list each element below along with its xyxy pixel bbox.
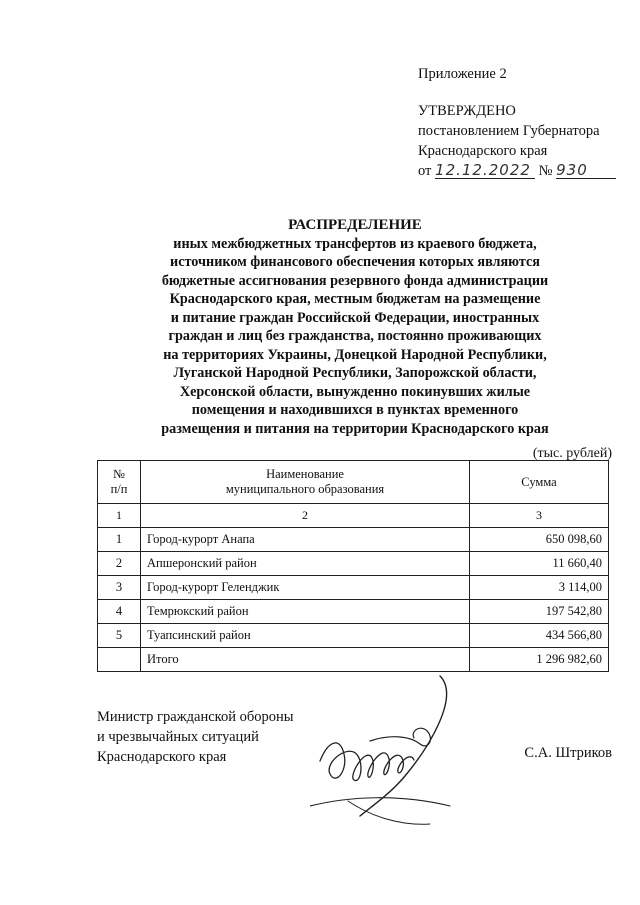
approval-date: 12.12.2022 [435, 162, 535, 179]
units-label: (тыс. рублей) [532, 446, 612, 461]
title-line: граждан и лиц без гражданства, постоянно проживающих [168, 328, 542, 344]
title-line: на территориях Украины, Донецкой Народной Республики, [163, 346, 547, 363]
position-line-1: Министр гражданской обороны [97, 709, 294, 725]
date-prefix: от [418, 163, 432, 179]
header-name-line-2: муниципального образования [225, 482, 385, 496]
appendix-label: Приложение 2 [418, 66, 507, 82]
row-name: Город-курорт Геленджик [141, 576, 470, 600]
header-sum: Сумма [470, 461, 609, 504]
signer-name: С.А. Штриков [524, 745, 612, 761]
column-index: 1 [98, 504, 141, 528]
title-line: Луганской Народной Республики, Запорожской области, [173, 365, 537, 381]
header-num-line-2: п/п [110, 482, 128, 496]
row-num: 2 [98, 552, 141, 576]
title-line: Херсонской области, вынужденно покинувших жилые [179, 383, 531, 400]
approval-line-1: постановлением Губернатора [418, 123, 600, 139]
row-sum: 11 660,40 [470, 552, 609, 576]
table-row [98, 600, 609, 624]
title-heading: РАСПРЕДЕЛЕНИЕ [288, 217, 422, 233]
position-line-3: Краснодарского края [97, 749, 227, 765]
distribution-table [97, 460, 609, 672]
approval-line-2: Краснодарского края [418, 143, 548, 159]
column-index: 3 [470, 504, 609, 528]
total-label: Итого [141, 648, 470, 672]
header-num [98, 461, 141, 504]
row-sum: 650 098,60 [470, 528, 609, 552]
title-line: Краснодарского края, местным бюджетам на размещение [169, 291, 541, 307]
row-sum: 197 542,80 [470, 600, 609, 624]
row-num: 3 [98, 576, 141, 600]
header-name [141, 461, 470, 504]
header-num-line-1: № [113, 467, 125, 481]
approval-number: 930 [556, 162, 616, 179]
column-index: 2 [141, 504, 470, 528]
row-name: Туапсинский район [141, 624, 470, 648]
table-row [98, 552, 609, 576]
table-header-row [98, 461, 609, 504]
title-line: размещения и питания на территории Краснодарского края [161, 420, 549, 437]
table-row [98, 624, 609, 648]
title-line: и питание граждан Российской Федерации, иностранных [170, 309, 540, 326]
row-num: 1 [98, 528, 141, 552]
header-name-line-1: Наименование [266, 467, 344, 481]
row-sum: 434 566,80 [470, 624, 609, 648]
row-sum: 3 114,00 [470, 576, 609, 600]
table-row [98, 576, 609, 600]
row-name: Темрюкский район [141, 600, 470, 624]
position-line-2: и чрезвычайных ситуаций [97, 729, 259, 745]
row-num: 5 [98, 624, 141, 648]
title-line: помещения и находившихся в пунктах временного [191, 402, 519, 418]
approval-block [418, 64, 616, 181]
table-row [98, 528, 609, 552]
handwritten-signature [310, 666, 480, 836]
document-title [100, 216, 610, 438]
signer-position [97, 707, 293, 767]
title-line: иных межбюджетных трансфертов из краевого бюджета, [173, 235, 537, 252]
total-sum: 1 296 982,60 [470, 648, 609, 672]
number-sign: № [538, 163, 553, 179]
row-name: Город-курорт Анапа [141, 528, 470, 552]
approval-date-line [418, 161, 616, 181]
row-name: Апшеронский район [141, 552, 470, 576]
total-num [98, 648, 141, 672]
column-index-row [98, 504, 609, 528]
title-line: источником финансового обеспечения которых являются [170, 254, 540, 270]
title-line: бюджетные ассигнования резервного фонда администрации [161, 272, 549, 289]
row-num: 4 [98, 600, 141, 624]
approved-label: УТВЕРЖДЕНО [418, 103, 516, 119]
